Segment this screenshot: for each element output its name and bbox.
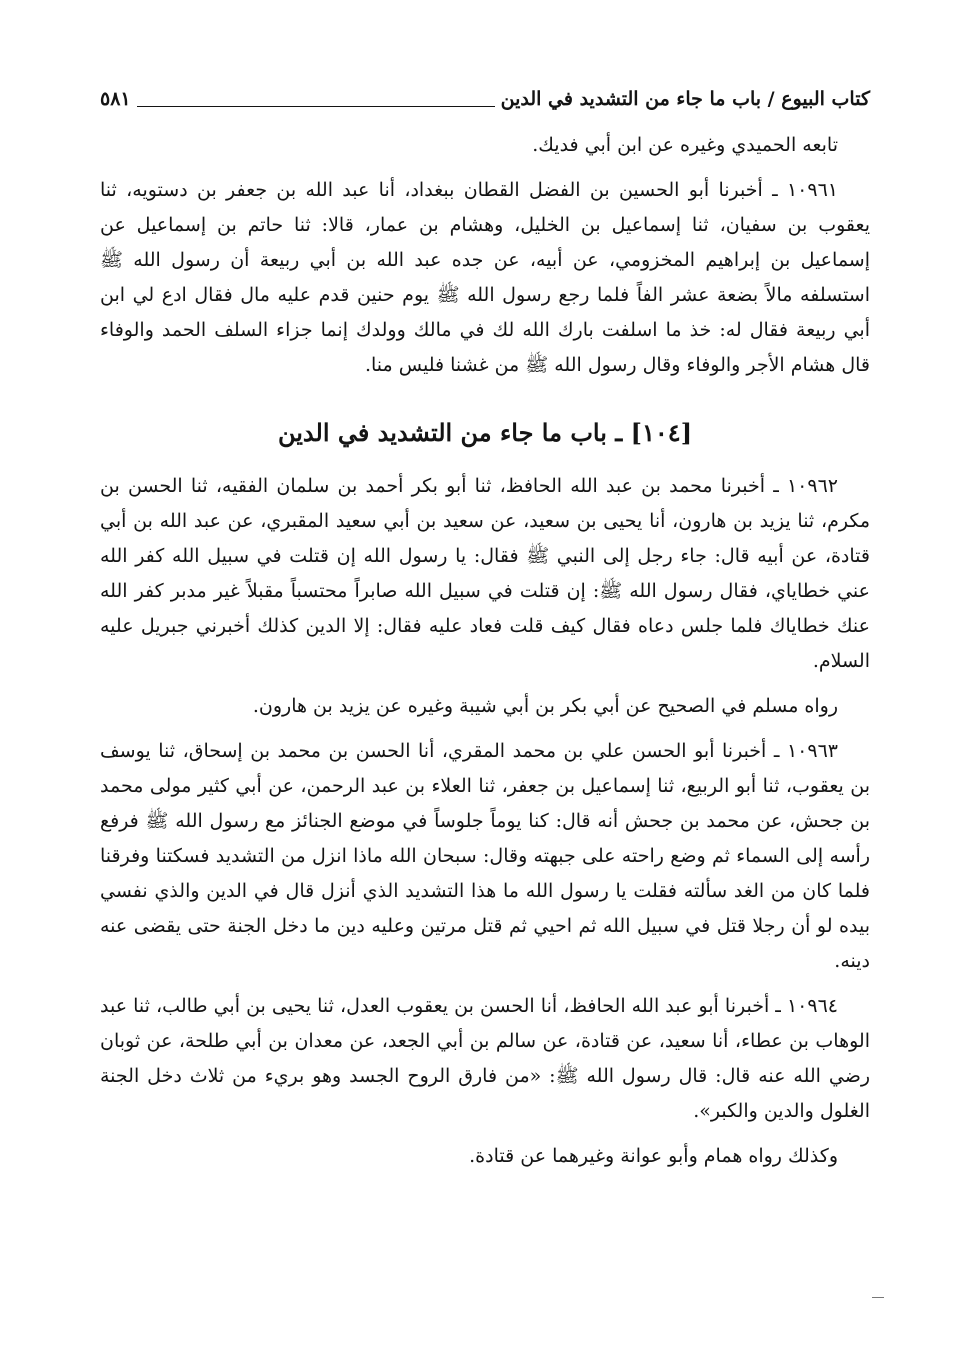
hadith-10961: ١٠٩٦١ ـ أخبرنا أبو الحسين بن الفضل القطان ببغداد، أنا عبد الله بن جعفر بن دستويه، ثنا يعقوب بن سفيان، ثنا إسماعيل بن الخليل، وهشام بن عمار، قالا: ثنا حاتم بن إسماعيل عن إسماعيل بن إبراهيم المخزومي، عن أبيه، عن جده عبد الله بن أبي ربيعة أن رسول الله ﷺ استسلفه مالاً بضعة عشر الفاً فلما رجع رسول الله ﷺ يوم حنين قدم عليه مال فقال ادع لي ابن أبي ربيعة فقال له: خذ ما اسلفت بارك الله لك في مالك وولدك إنما جزاء السلف الحمد والوفاء قال هشام الأجر والوفاء وقال رسول الله ﷺ من غشنا فليس منا.: [100, 179, 871, 376]
hadith-10963: ١٠٩٦٣ ـ أخبرنا أبو الحسن علي بن محمد المقري، أنا الحسن بن محمد بن إسحاق، ثنا يوسف بن يعقوب، ثنا أبو الربيع، ثنا إسماعيل بن جعفر، ثنا العلاء بن عبد الرحمن، عن أبي كثير مولى محمد بن جحش، عن محمد بن جحش أنه قال: كنا يوماً جلوساً في موضع الجنائز مع رسول الله ﷺ فرفع رأسه إلى السماء ثم وضع راحته على جبهته وقال: سبحان الله ماذا انزل من التشديد فسكتنا وفرقنا فلما كان من الغد سألته فقلت يا رسول الله ما هذا التشديد الذي أنزل قال في الدين والذي نفسي بيده لو أن رجلا قتل في سبيل الله ثم احيي ثم قتل مرتين وعليه دين ما دخل الجنة حتى يقضى عنه دينه.: [100, 740, 870, 972]
chapter-heading: [١٠٤] ـ باب ما جاء من التشديد في الدين: [277, 418, 693, 447]
margin-mark: [872, 1297, 884, 1298]
commentary-qatada: وكذلك رواه همام وأبو عوانة وغيرهما عن قتادة.: [469, 1145, 838, 1167]
hadith-10962: ١٠٩٦٢ ـ أخبرنا محمد بن عبد الله الحافظ، ثنا أبو بكر أحمد بن سلمان الفقيه، ثنا الحسن بن مكرم، ثنا يزيد بن هارون، أنا يحيى بن سعيد، عن سعيد بن أبي سعيد المقبري، عن عبد الله بن أبي قتادة، عن أبيه قال: جاء رجل إلى النبي ﷺ فقال: يا رسول الله إن قتلت في سبيل الله كفر الله عني خطاياي، فقال رسول الله ﷺ: إن قتلت في سبيل الله صابراً محتسباً مقبلاً غير مدبر كفر الله عنك خطاياك فلما جلس دعاه فقال كيف قلت فعاد عليه فقال: إلا الدين كذلك أخبرني جبريل عليه السلام.: [100, 475, 870, 672]
page-number: ٥٨١: [100, 88, 131, 110]
hadith-10964: ١٠٩٦٤ ـ أخبرنا أبو عبد الله الحافظ، أنا الحسن بن يعقوب العدل، ثنا يحيى بن أبي طالب، ثنا عبد الوهاب بن عطاء، أنا سعيد، عن قتادة، عن سالم بن أبي الجعد، عن معدان بن أبي طلحة، عن ثوبان رضي الله عنه قال: قال رسول الله ﷺ: «من فارق الروح الجسد وهو بريء من ثلاث دخل الجنة الغلول والدين والكبر».: [100, 995, 870, 1122]
page-body: [100, 128, 870, 1174]
header-rule: [137, 106, 495, 107]
commentary-muslim: رواه مسلم في الصحيح عن أبي بكر بن أبي شيبة وغيره عن يزيد بن هارون.: [252, 695, 838, 717]
header-title: كتاب البيوع / باب ما جاء من التشديد في الدين: [500, 88, 870, 110]
running-header: [100, 82, 870, 116]
paragraph-continuation: تابعه الحميدي وغيره عن ابن أبي فديك.: [532, 134, 838, 156]
book-page: [100, 82, 870, 1332]
